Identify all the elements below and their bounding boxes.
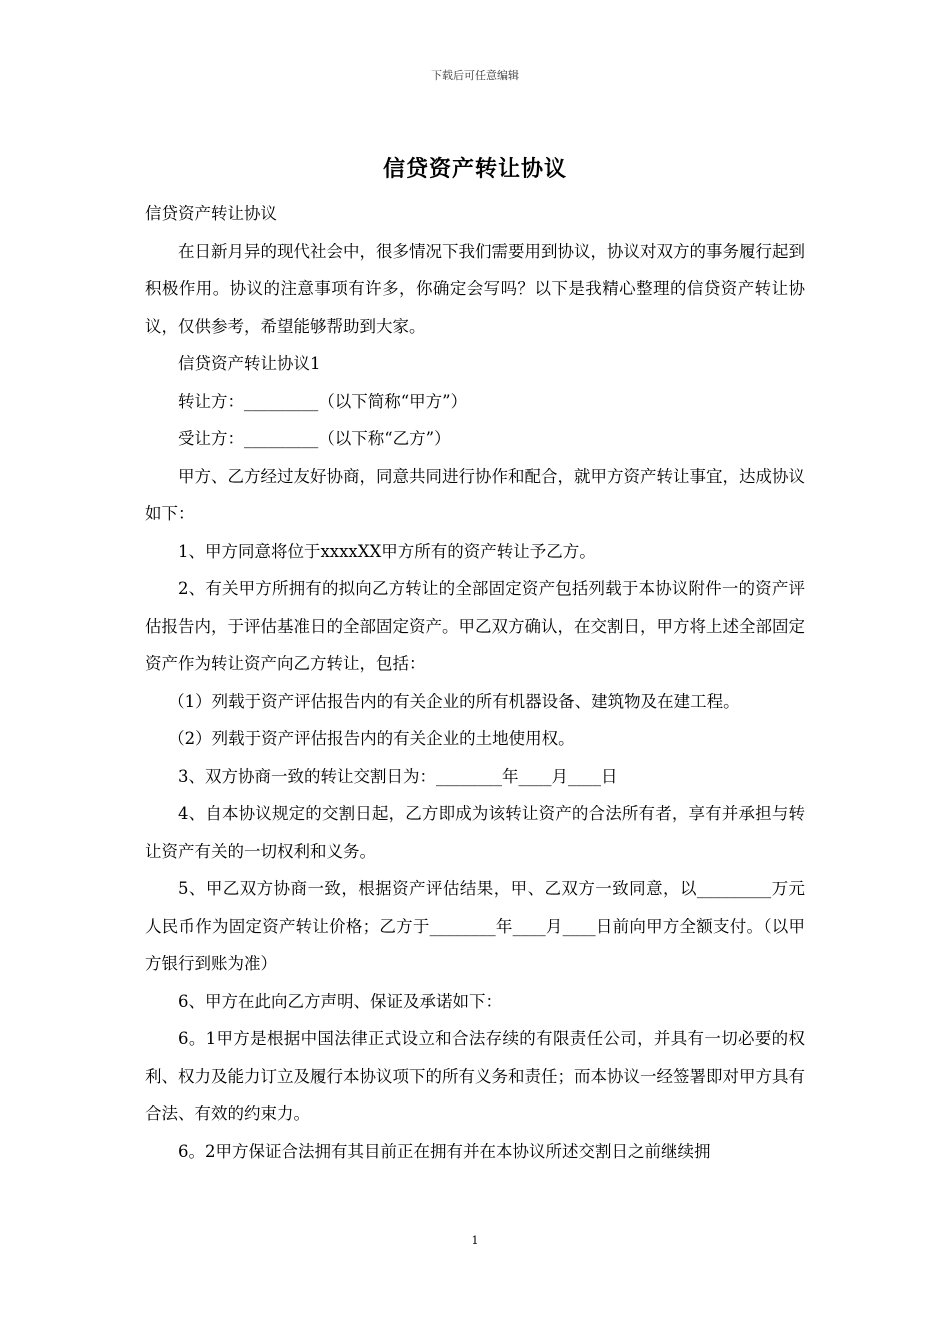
transferor-line: 转让方：_________（以下简称“甲方”）: [178, 391, 468, 411]
document-title: 信贷资产转让协议: [382, 157, 567, 182]
clause-4: 4、自本协议规定的交割日起，乙方即成为该转让资产的合法所有者，享有并承担与转让资产有关的一切权利和义务。: [145, 804, 805, 861]
clause-6-2: 6。2甲方保证合法拥有其目前正在拥有并在本协议所述交割日之前继续拥: [178, 1141, 711, 1161]
preamble-paragraph: 甲方、乙方经过友好协商，同意共同进行协作和配合，就甲方资产转让事宜，达成协议如下：: [145, 466, 805, 523]
transferee-line: 受让方：_________（以下称“乙方”）: [178, 429, 451, 448]
clause-2-item-2: （2）列载于资产评估报告内的有关企业的土地使用权。: [168, 729, 575, 748]
clause-3: 3、双方协商一致的转让交割日为：________年____月____日: [178, 766, 618, 786]
intro-paragraph: 在日新月异的现代社会中，很多情况下我们需要用到协议，协议对双方的事务履行起到积极作用。协议的注意事项有许多，你确定会写吗？以下是我精心整理的信贷资产转让协议，仅供参考，希望能够帮助到大家。: [145, 241, 805, 336]
clause-5: 5、甲乙双方协商一致，根据资产评估结果，甲、乙双方一致同意，以_________万元人民币作为固定资产转让价格；乙方于________年____月____日前向甲方全额支付。（以甲方银行到账为准）: [145, 879, 805, 973]
clause-6-1: 6。1甲方是根据中国法律正式设立和合法存续的有限责任公司，并具有一切必要的权利、权力及能力订立及履行本协议项下的所有义务和责任；而本协议一经签署即对甲方具有合法、有效的约束力。: [145, 1029, 805, 1123]
agreement-heading: 信贷资产转让协议1: [178, 354, 321, 373]
clause-2: 2、有关甲方所拥有的拟向乙方转让的全部固定资产包括列载于本协议附件一的资产评估报告内，于评估基准日的全部固定资产。甲乙双方确认，在交割日，甲方将上述全部固定资产作为转让资产向乙方转让，包括：: [145, 579, 805, 673]
clause-1: 1、甲方同意将位于xxxxXX甲方所有的资产转让予乙方。: [178, 541, 596, 561]
subtitle-line: 信贷资产转让协议: [145, 204, 277, 223]
page-header-note: 下载后可任意编辑: [431, 69, 519, 82]
document-body: [145, 195, 805, 1170]
page-number: 1: [471, 1234, 479, 1247]
clause-2-item-1: （1）列载于资产评估报告内的有关企业的所有机器设备、建筑物及在建工程。: [168, 691, 740, 711]
clause-6: 6、甲方在此向乙方声明、保证及承诺如下：: [178, 991, 502, 1011]
